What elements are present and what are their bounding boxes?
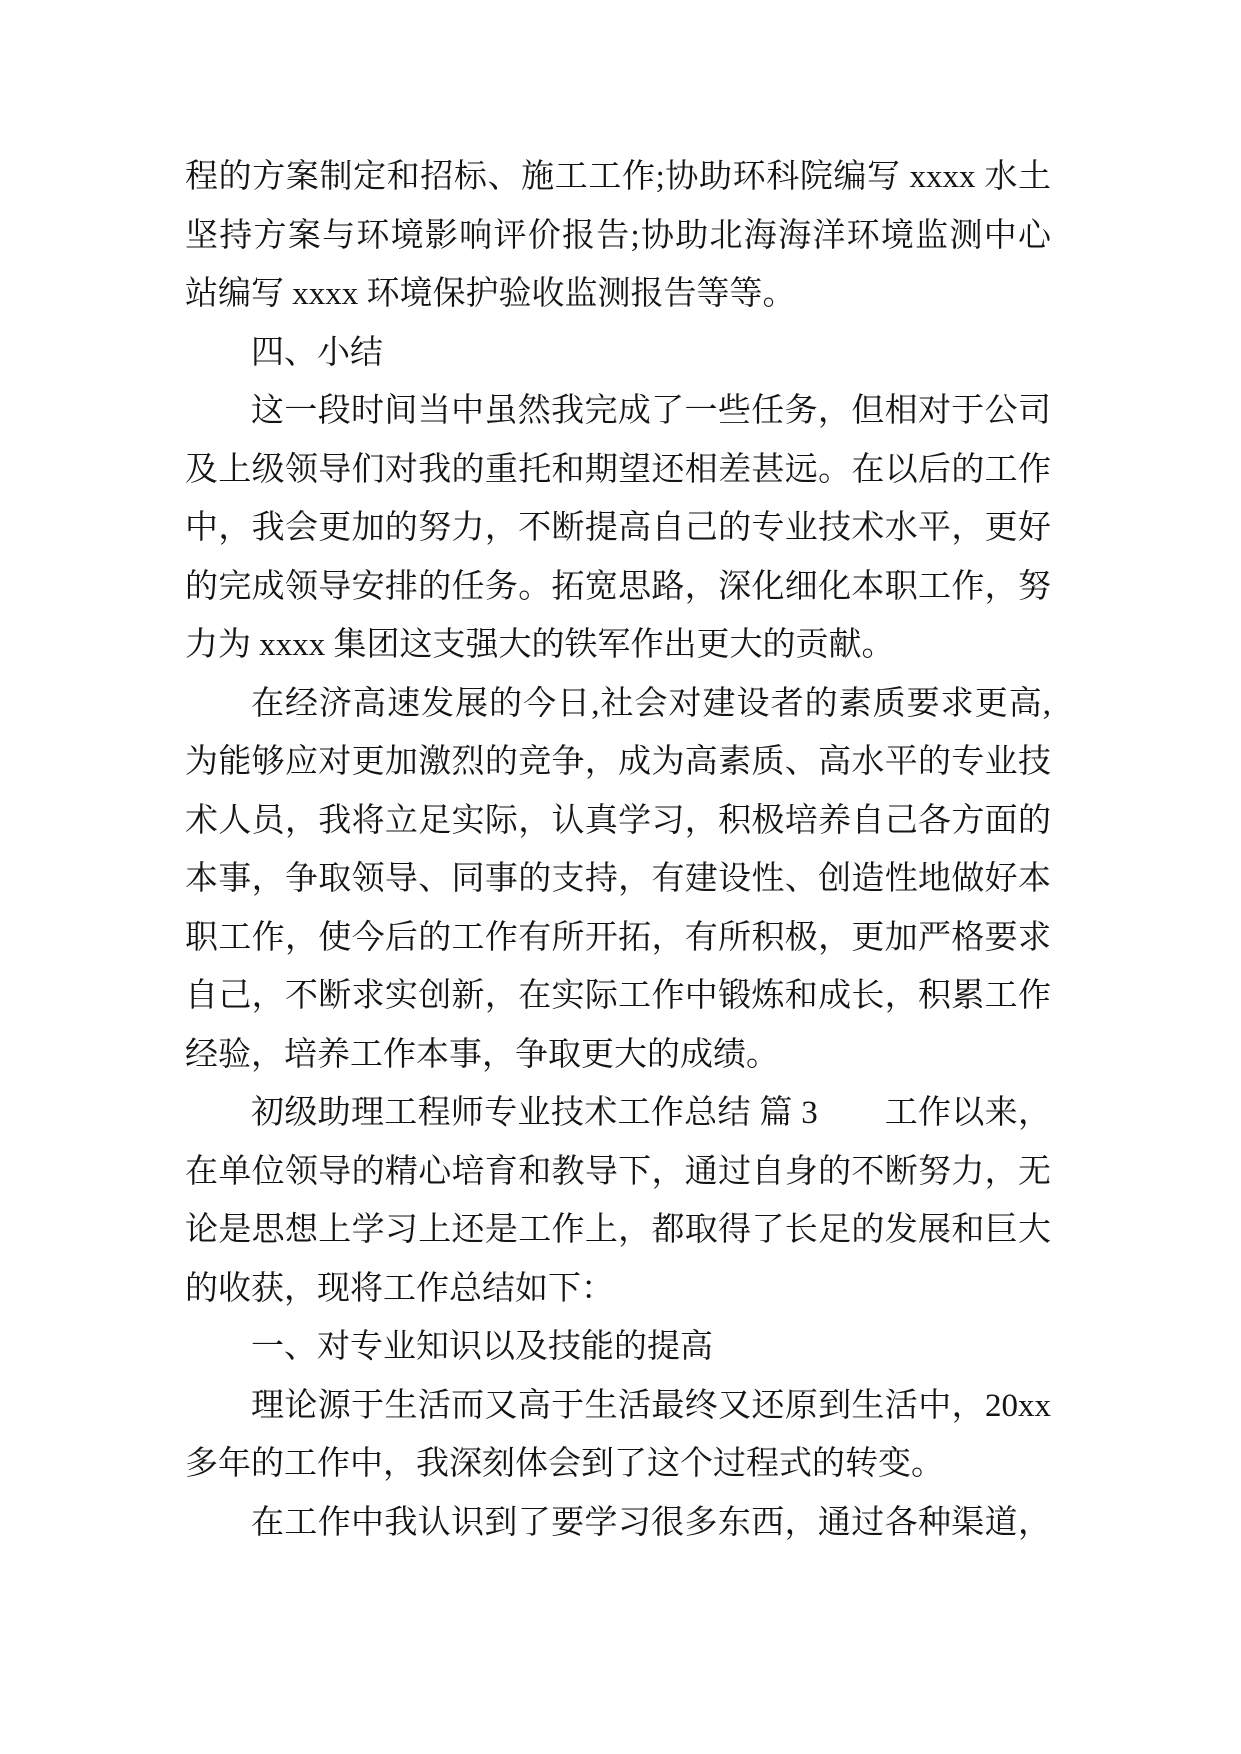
text-line: 及上级领导们对我的重托和期望还相差甚远。在以后的工作 <box>185 451 1051 488</box>
text-line: 初级助理工程师专业技术工作总结 篇 3 工作以来， <box>251 1095 1051 1131</box>
text-line: 一、对专业知识以及技能的提高 <box>251 1329 713 1365</box>
text-line: 论是思想上学习上还是工作上，都取得了长足的发展和巨大 <box>185 1212 1051 1248</box>
text-line: 本事，争取领导、同事的支持，有建设性、创造性地做好本 <box>185 861 1051 897</box>
text-line: 的收获，现将工作总结如下： <box>185 1270 614 1307</box>
text-line: 经验，培养工作本事，争取更大的成绩。 <box>185 1036 779 1073</box>
document-body <box>185 148 1051 1552</box>
text-line: 这一段时间当中虽然我完成了一些任务，但相对于公司 <box>251 393 1051 429</box>
text-line: 术人员，我将立足实际，认真学习，积极培养自己各方面的 <box>185 802 1051 839</box>
text-line: 多年的工作中，我深刻体会到了这个过程式的转变。 <box>185 1446 944 1482</box>
text-line: 力为 xxxx 集团这支强大的铁军作出更大的贡献。 <box>185 627 895 663</box>
text-line: 坚持方案与环境影响评价报告;协助北海海洋环境监测中心 <box>185 217 1051 254</box>
text-line: 程的方案制定和招标、施工工作;协助环科院编写 xxxx 水土 <box>185 159 1051 195</box>
text-line: 自己，不断求实创新，在实际工作中锻炼和成长，积累工作 <box>185 978 1051 1014</box>
text-line: 在单位领导的精心培育和教导下，通过自身的不断努力，无 <box>185 1153 1051 1190</box>
text-line: 的完成领导安排的任务。拓宽思路，深化细化本职工作，努 <box>185 568 1051 605</box>
text-line: 中，我会更加的努力，不断提高自己的专业技术水平，更好 <box>185 510 1051 546</box>
text-line: 四、小结 <box>251 334 383 371</box>
text-line: 为能够应对更加激烈的竞争，成为高素质、高水平的专业技 <box>185 744 1051 780</box>
text-line: 站编写 xxxx 环境保护验收监测报告等等。 <box>185 276 796 312</box>
text-line: 在经济高速发展的今日,社会对建设者的素质要求更高, <box>251 685 1051 722</box>
text-line: 在工作中我认识到了要学习很多东西，通过各种渠道， <box>251 1504 1051 1541</box>
text-line: 理论源于生活而又高于生活最终又还原到生活中，20xx <box>251 1387 1051 1424</box>
text-line: 职工作，使今后的工作有所开拓，有所积极，更加严格要求 <box>185 919 1051 956</box>
